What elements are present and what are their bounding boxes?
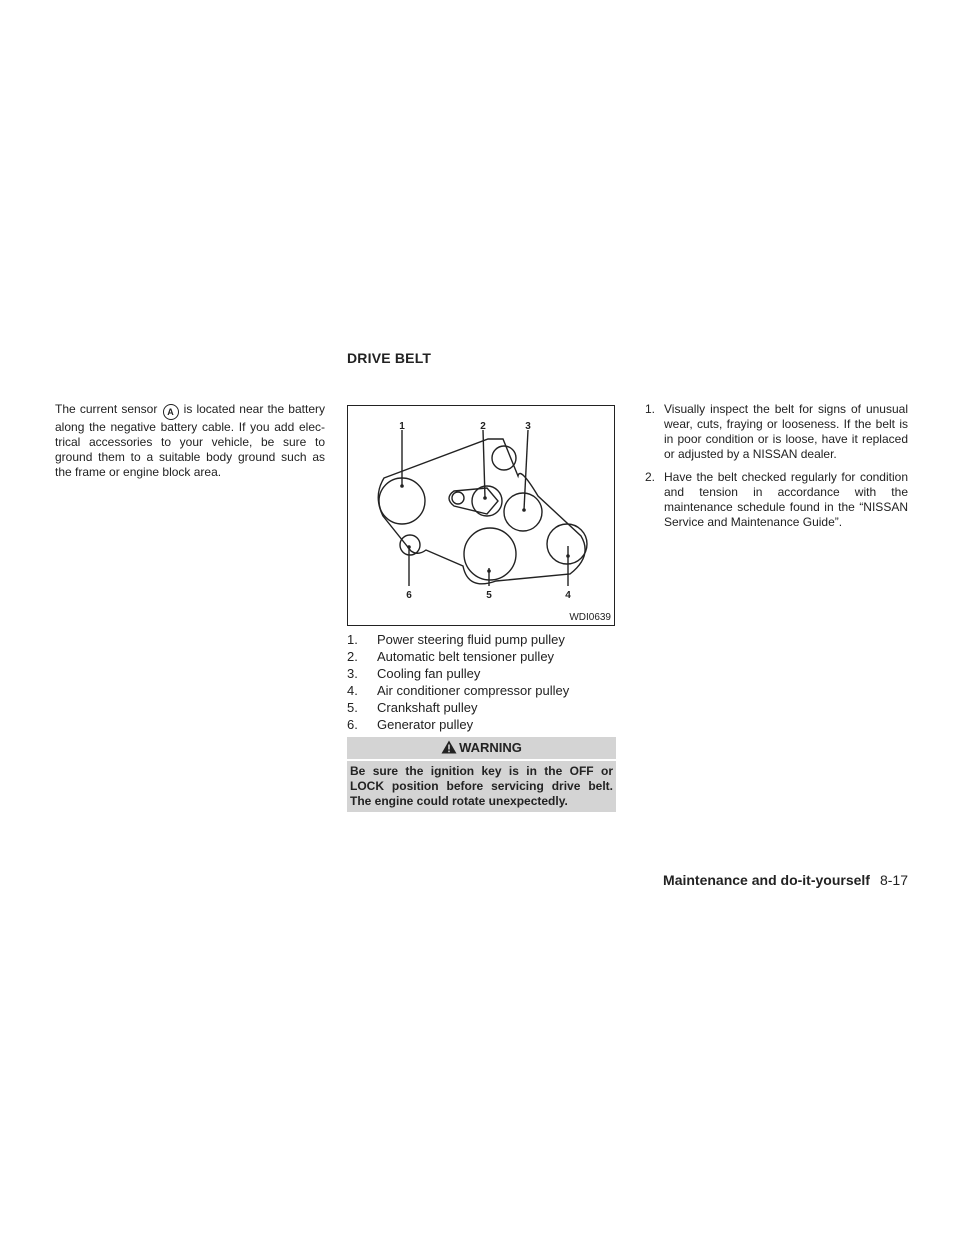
step-number: 2.	[645, 470, 656, 484]
page-number: 8-17	[879, 872, 908, 888]
legend-number: 1.	[347, 632, 358, 647]
idler-pulley-icon	[492, 446, 516, 470]
label-5: 5	[486, 590, 492, 601]
legend-item	[347, 682, 615, 699]
footer-section-title: Maintenance and do-it-yourself	[663, 872, 870, 888]
legend-number: 3.	[347, 666, 358, 681]
step-text: Have the belt checked regularly for condition and tension in accordance with the maintenance schedule found in the “NISSAN Service and Maintenance Guide”.	[664, 470, 908, 529]
step-text: Visually inspect the belt for signs of unusual wear, cuts, fraying or looseness. If the belt is in poor condition or is loose, have it replaced or adjusted by a NISSAN dealer.	[664, 402, 908, 461]
drive-belt-diagram	[347, 405, 615, 626]
legend-text: Air conditioner compressor pulley	[377, 683, 570, 698]
circled-marker-a: A	[163, 404, 179, 420]
page-footer	[663, 872, 908, 888]
tensioner-pivot-icon	[452, 492, 464, 504]
legend-number: 5.	[347, 700, 358, 715]
warning-title: WARNING	[459, 740, 522, 755]
pulley-6-icon	[400, 535, 420, 555]
legend-item	[347, 699, 615, 716]
label-2: 2	[480, 421, 486, 432]
current-sensor-paragraph	[55, 402, 325, 480]
belt-routing-illustration	[348, 406, 616, 627]
legend-number: 2.	[347, 649, 358, 664]
label-4: 4	[565, 590, 571, 601]
label-1: 1	[399, 421, 405, 432]
pulley-legend	[347, 631, 615, 733]
legend-number: 6.	[347, 717, 358, 732]
legend-text: Generator pulley	[377, 717, 474, 732]
pulley-3-icon	[504, 493, 542, 531]
legend-item	[347, 665, 615, 682]
inspection-steps	[645, 402, 908, 538]
section-title: DRIVE BELT	[347, 350, 432, 366]
warning-box	[347, 737, 616, 812]
legend-text: Cooling fan pulley	[377, 666, 481, 681]
warning-triangle-icon	[441, 740, 457, 754]
legend-item	[347, 716, 615, 733]
label-3: 3	[525, 421, 531, 432]
legend-text: Power steering fluid pump pulley	[377, 632, 565, 647]
paragraph-text-start: The current sensor	[55, 402, 158, 416]
figure-code: WDI0639	[569, 612, 611, 623]
legend-number: 4.	[347, 683, 358, 698]
legend-text: Automatic belt tensioner pulley	[377, 649, 555, 664]
label-6: 6	[406, 590, 412, 601]
step-number: 1.	[645, 402, 656, 416]
legend-item	[347, 648, 615, 665]
legend-item	[347, 631, 615, 648]
step-item	[645, 402, 908, 462]
step-item	[645, 470, 908, 530]
warning-text: Be sure the ignition key is in the OFF or LOCK position before servicing drive belt. The engine could rotate unexpectedly.	[347, 761, 616, 812]
legend-text: Crankshaft pulley	[377, 700, 478, 715]
pulley-4-icon	[547, 524, 587, 564]
paragraph-text-end: is located near the battery along the negative battery cable. If you add electrical accessories to your vehicle, be sure to ground them to a suitable body ground such as the frame or engine block area.	[55, 402, 325, 479]
warning-header	[347, 737, 616, 759]
